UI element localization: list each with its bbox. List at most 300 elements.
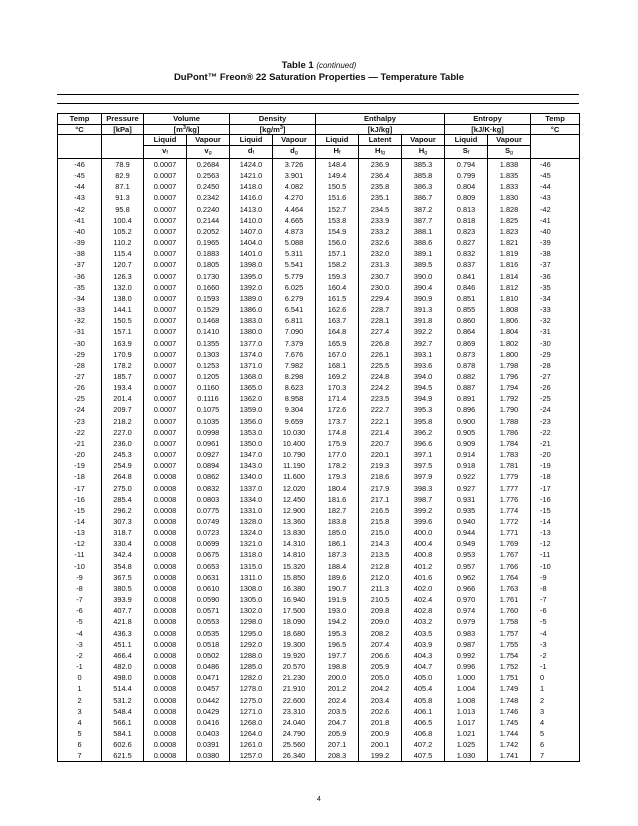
cell-enthalpy-vapour: 396.6 [402, 438, 445, 449]
cell-pressure: 144.1 [102, 304, 144, 315]
cell-temp-right: -32 [531, 315, 580, 326]
saturation-table [57, 113, 580, 762]
cell-density-liquid: 1285.0 [230, 661, 273, 672]
cell-temp-right: -3 [531, 639, 580, 650]
cell-enthalpy-liquid: 167.0 [316, 349, 359, 360]
header-density-vapour: Vapour [273, 135, 316, 146]
cell-volume-liquid: 0.0007 [144, 204, 187, 215]
cell-density-vapour: 8.958 [273, 393, 316, 404]
cell-pressure: 245.3 [102, 449, 144, 460]
cell-enthalpy-latent: 222.7 [359, 404, 402, 415]
table-row [58, 349, 580, 360]
cell-entropy-vapour: 1.835 [488, 170, 531, 181]
cell-enthalpy-liquid: 178.2 [316, 460, 359, 471]
cell-volume-liquid: 0.0007 [144, 237, 187, 248]
symbol-vf: $v_f$ [144, 145, 187, 159]
cell-entropy-liquid: 0.966 [445, 583, 488, 594]
table-row [58, 226, 580, 237]
cell-volume-liquid: 0.0008 [144, 717, 187, 728]
cell-entropy-liquid: 0.799 [445, 170, 488, 181]
cell-enthalpy-vapour: 401.6 [402, 572, 445, 583]
header-pressure: Pressure [102, 114, 144, 125]
cell-temp: -16 [58, 494, 102, 505]
cell-temp: -22 [58, 427, 102, 438]
cell-pressure: 393.9 [102, 594, 144, 605]
cell-enthalpy-vapour: 405.4 [402, 683, 445, 694]
cell-entropy-vapour: 1.769 [488, 538, 531, 549]
cell-volume-vapour: 0.0486 [187, 661, 230, 672]
cell-temp: -13 [58, 527, 102, 538]
cell-volume-vapour: 0.0675 [187, 549, 230, 560]
cell-volume-liquid: 0.0008 [144, 505, 187, 516]
cell-density-vapour: 12.900 [273, 505, 316, 516]
cell-temp-right: -5 [531, 616, 580, 627]
cell-enthalpy-latent: 222.1 [359, 416, 402, 427]
cell-volume-liquid: 0.0007 [144, 181, 187, 192]
cell-entropy-vapour: 1.814 [488, 271, 531, 282]
cell-temp: 0 [58, 672, 102, 683]
cell-density-liquid: 1380.0 [230, 326, 273, 337]
header-temp-right: Temp [531, 114, 580, 125]
cell-entropy-liquid: 0.832 [445, 248, 488, 259]
cell-density-vapour: 8.298 [273, 371, 316, 382]
cell-entropy-vapour: 1.777 [488, 483, 531, 494]
cell-pressure: 185.7 [102, 371, 144, 382]
cell-temp: -46 [58, 159, 102, 171]
cell-temp: -2 [58, 650, 102, 661]
cell-enthalpy-latent: 230.7 [359, 271, 402, 282]
cell-volume-liquid: 0.0007 [144, 393, 187, 404]
cell-entropy-vapour: 1.767 [488, 549, 531, 560]
cell-enthalpy-liquid: 180.4 [316, 483, 359, 494]
cell-density-liquid: 1389.0 [230, 293, 273, 304]
cell-volume-vapour: 0.0832 [187, 483, 230, 494]
cell-enthalpy-liquid: 152.7 [316, 204, 359, 215]
cell-volume-vapour: 0.0590 [187, 594, 230, 605]
cell-density-liquid: 1395.0 [230, 271, 273, 282]
cell-temp: -42 [58, 204, 102, 215]
table-row [58, 538, 580, 549]
cell-enthalpy-vapour: 404.3 [402, 650, 445, 661]
table-row [58, 404, 580, 415]
cell-entropy-vapour: 1.745 [488, 717, 531, 728]
cell-volume-liquid: 0.0008 [144, 706, 187, 717]
cell-volume-liquid: 0.0008 [144, 561, 187, 572]
cell-enthalpy-liquid: 163.7 [316, 315, 359, 326]
cell-pressure: 318.7 [102, 527, 144, 538]
cell-temp: -6 [58, 605, 102, 616]
cell-density-vapour: 26.340 [273, 750, 316, 762]
cell-enthalpy-latent: 224.8 [359, 371, 402, 382]
cell-enthalpy-latent: 200.9 [359, 728, 402, 739]
table-row [58, 706, 580, 717]
cell-volume-liquid: 0.0007 [144, 382, 187, 393]
cell-volume-liquid: 0.0007 [144, 282, 187, 293]
cell-volume-vapour: 0.0391 [187, 739, 230, 750]
cell-enthalpy-liquid: 158.2 [316, 259, 359, 270]
cell-temp-right: 5 [531, 728, 580, 739]
cell-density-liquid: 1318.0 [230, 549, 273, 560]
cell-density-liquid: 1404.0 [230, 237, 273, 248]
cell-pressure: 201.4 [102, 393, 144, 404]
cell-enthalpy-latent: 226.1 [359, 349, 402, 360]
cell-volume-vapour: 0.1035 [187, 416, 230, 427]
header-temp: Temp [58, 114, 102, 125]
table-row [58, 259, 580, 270]
cell-temp-right: -40 [531, 226, 580, 237]
symbol-sf: $S_f$ [445, 145, 488, 159]
table-row [58, 360, 580, 371]
cell-volume-vapour: 0.0471 [187, 672, 230, 683]
cell-density-liquid: 1383.0 [230, 315, 273, 326]
symbol-hg: $H_g$ [402, 145, 445, 159]
cell-enthalpy-liquid: 187.3 [316, 549, 359, 560]
cell-volume-vapour: 0.0429 [187, 706, 230, 717]
cell-pressure: 380.5 [102, 583, 144, 594]
cell-temp-right: -2 [531, 650, 580, 661]
cell-temp-right: -24 [531, 404, 580, 415]
table-row [58, 494, 580, 505]
cell-temp-right: -17 [531, 483, 580, 494]
cell-enthalpy-liquid: 175.9 [316, 438, 359, 449]
table-row [58, 661, 580, 672]
cell-temp-right: 1 [531, 683, 580, 694]
cell-enthalpy-vapour: 397.1 [402, 449, 445, 460]
header-volume-liquid: Liquid [144, 135, 187, 146]
cell-density-liquid: 1261.0 [230, 739, 273, 750]
cell-temp-right: -45 [531, 170, 580, 181]
cell-temp-right: 6 [531, 739, 580, 750]
cell-enthalpy-vapour: 400.0 [402, 527, 445, 538]
cell-enthalpy-vapour: 388.1 [402, 226, 445, 237]
cell-entropy-liquid: 0.970 [445, 594, 488, 605]
cell-enthalpy-latent: 225.5 [359, 360, 402, 371]
table-row [58, 170, 580, 181]
cell-density-liquid: 1308.0 [230, 583, 273, 594]
table-row [58, 750, 580, 762]
cell-entropy-liquid: 0.974 [445, 605, 488, 616]
cell-volume-vapour: 0.0894 [187, 460, 230, 471]
cell-density-liquid: 1359.0 [230, 404, 273, 415]
cell-enthalpy-latent: 213.5 [359, 549, 402, 560]
cell-entropy-vapour: 1.758 [488, 616, 531, 627]
table-row [58, 181, 580, 192]
cell-pressure: 354.8 [102, 561, 144, 572]
table-row [58, 527, 580, 538]
cell-entropy-liquid: 0.940 [445, 516, 488, 527]
cell-density-liquid: 1353.0 [230, 427, 273, 438]
cell-density-vapour: 13.830 [273, 527, 316, 538]
cell-density-liquid: 1271.0 [230, 706, 273, 717]
cell-density-liquid: 1343.0 [230, 460, 273, 471]
cell-enthalpy-vapour: 405.0 [402, 672, 445, 683]
cell-density-liquid: 1298.0 [230, 616, 273, 627]
cell-pressure: 466.4 [102, 650, 144, 661]
cell-entropy-liquid: 1.008 [445, 695, 488, 706]
cell-volume-liquid: 0.0008 [144, 494, 187, 505]
cell-entropy-liquid: 1.000 [445, 672, 488, 683]
cell-volume-vapour: 0.0927 [187, 449, 230, 460]
cell-temp-right: 3 [531, 706, 580, 717]
cell-volume-liquid: 0.0008 [144, 739, 187, 750]
cell-pressure: 157.1 [102, 326, 144, 337]
header-entropy-vapour: Vapour [488, 135, 531, 146]
cell-enthalpy-liquid: 173.7 [316, 416, 359, 427]
cell-density-vapour: 7.676 [273, 349, 316, 360]
cell-density-liquid: 1292.0 [230, 639, 273, 650]
cell-enthalpy-liquid: 204.7 [316, 717, 359, 728]
cell-enthalpy-liquid: 189.6 [316, 572, 359, 583]
cell-volume-vapour: 0.0749 [187, 516, 230, 527]
cell-enthalpy-vapour: 393.6 [402, 360, 445, 371]
rule-top [57, 94, 579, 95]
cell-temp: -40 [58, 226, 102, 237]
cell-entropy-liquid: 0.869 [445, 338, 488, 349]
cell-enthalpy-latent: 228.1 [359, 315, 402, 326]
cell-enthalpy-liquid: 196.5 [316, 639, 359, 650]
cell-enthalpy-vapour: 398.3 [402, 483, 445, 494]
table-row [58, 382, 580, 393]
cell-temp: -23 [58, 416, 102, 427]
cell-enthalpy-vapour: 393.1 [402, 349, 445, 360]
cell-density-vapour: 24.790 [273, 728, 316, 739]
cell-density-liquid: 1288.0 [230, 650, 273, 661]
table-row [58, 293, 580, 304]
cell-enthalpy-vapour: 392.7 [402, 338, 445, 349]
table-row [58, 471, 580, 482]
cell-pressure: 584.1 [102, 728, 144, 739]
cell-density-vapour: 4.873 [273, 226, 316, 237]
cell-entropy-liquid: 1.021 [445, 728, 488, 739]
cell-enthalpy-liquid: 154.9 [316, 226, 359, 237]
cell-volume-liquid: 0.0008 [144, 616, 187, 627]
cell-volume-liquid: 0.0008 [144, 628, 187, 639]
cell-temp-right: -29 [531, 349, 580, 360]
cell-entropy-vapour: 1.771 [488, 527, 531, 538]
cell-pressure: 451.1 [102, 639, 144, 650]
cell-pressure: 78.9 [102, 159, 144, 171]
cell-volume-vapour: 0.0380 [187, 750, 230, 762]
cell-density-vapour: 14.310 [273, 538, 316, 549]
cell-temp: -9 [58, 572, 102, 583]
cell-enthalpy-vapour: 387.7 [402, 215, 445, 226]
cell-density-liquid: 1278.0 [230, 683, 273, 694]
cell-entropy-vapour: 1.742 [488, 739, 531, 750]
cell-temp: -15 [58, 505, 102, 516]
cell-enthalpy-liquid: 168.1 [316, 360, 359, 371]
cell-density-vapour: 19.920 [273, 650, 316, 661]
symbol-dg: $d_g$ [273, 145, 316, 159]
cell-enthalpy-liquid: 151.6 [316, 192, 359, 203]
cell-volume-vapour: 0.0998 [187, 427, 230, 438]
cell-pressure: 209.7 [102, 404, 144, 415]
cell-entropy-vapour: 1.764 [488, 572, 531, 583]
cell-enthalpy-liquid: 201.2 [316, 683, 359, 694]
cell-volume-vapour: 0.2450 [187, 181, 230, 192]
continued-note: (continued) [316, 61, 357, 70]
header-entropy: Entropy [445, 114, 531, 125]
cell-density-vapour: 15.850 [273, 572, 316, 583]
cell-density-vapour: 23.310 [273, 706, 316, 717]
cell-temp: -14 [58, 516, 102, 527]
cell-enthalpy-latent: 206.6 [359, 650, 402, 661]
cell-enthalpy-latent: 205.9 [359, 661, 402, 672]
table-row [58, 516, 580, 527]
cell-density-vapour: 6.541 [273, 304, 316, 315]
cell-entropy-liquid: 0.813 [445, 204, 488, 215]
cell-entropy-liquid: 0.931 [445, 494, 488, 505]
cell-density-vapour: 8.623 [273, 382, 316, 393]
cell-enthalpy-vapour: 391.3 [402, 304, 445, 315]
cell-density-vapour: 5.311 [273, 248, 316, 259]
cell-temp-right: -33 [531, 304, 580, 315]
cell-enthalpy-latent: 221.4 [359, 427, 402, 438]
cell-entropy-liquid: 1.030 [445, 750, 488, 762]
cell-entropy-liquid: 0.851 [445, 293, 488, 304]
cell-enthalpy-latent: 209.8 [359, 605, 402, 616]
cell-temp-right: -12 [531, 538, 580, 549]
cell-entropy-vapour: 1.790 [488, 404, 531, 415]
cell-enthalpy-latent: 212.8 [359, 561, 402, 572]
cell-enthalpy-liquid: 156.0 [316, 237, 359, 248]
cell-temp-right: 2 [531, 695, 580, 706]
cell-enthalpy-latent: 217.9 [359, 483, 402, 494]
cell-temp: -5 [58, 616, 102, 627]
cell-density-liquid: 1268.0 [230, 717, 273, 728]
cell-enthalpy-vapour: 404.7 [402, 661, 445, 672]
cell-enthalpy-liquid: 182.7 [316, 505, 359, 516]
cell-enthalpy-latent: 231.3 [359, 259, 402, 270]
cell-entropy-vapour: 1.751 [488, 672, 531, 683]
cell-temp-right: -19 [531, 460, 580, 471]
cell-enthalpy-latent: 227.4 [359, 326, 402, 337]
cell-volume-liquid: 0.0008 [144, 483, 187, 494]
cell-temp-right: -21 [531, 438, 580, 449]
cell-entropy-liquid: 0.949 [445, 538, 488, 549]
cell-density-liquid: 1350.0 [230, 438, 273, 449]
header-enthalpy: Enthalpy [316, 114, 445, 125]
cell-entropy-vapour: 1.830 [488, 192, 531, 203]
cell-volume-liquid: 0.0007 [144, 304, 187, 315]
cell-entropy-vapour: 1.808 [488, 304, 531, 315]
cell-volume-liquid: 0.0007 [144, 293, 187, 304]
cell-enthalpy-latent: 220.1 [359, 449, 402, 460]
cell-entropy-vapour: 1.754 [488, 650, 531, 661]
cell-entropy-liquid: 0.887 [445, 382, 488, 393]
header-enthalpy-latent: Latent [359, 135, 402, 146]
cell-enthalpy-latent: 200.1 [359, 739, 402, 750]
header-density: Density [230, 114, 316, 125]
cell-volume-vapour: 0.0699 [187, 538, 230, 549]
cell-entropy-vapour: 1.741 [488, 750, 531, 762]
cell-enthalpy-liquid: 177.0 [316, 449, 359, 460]
cell-enthalpy-latent: 219.3 [359, 460, 402, 471]
cell-density-liquid: 1264.0 [230, 728, 273, 739]
table-row [58, 650, 580, 661]
cell-temp-right: -38 [531, 248, 580, 259]
cell-volume-vapour: 0.1355 [187, 338, 230, 349]
cell-temp: -20 [58, 449, 102, 460]
table-row [58, 393, 580, 404]
cell-temp: -30 [58, 338, 102, 349]
cell-entropy-liquid: 0.882 [445, 371, 488, 382]
cell-density-vapour: 9.659 [273, 416, 316, 427]
cell-enthalpy-liquid: 193.0 [316, 605, 359, 616]
cell-enthalpy-latent: 209.0 [359, 616, 402, 627]
cell-entropy-liquid: 0.996 [445, 661, 488, 672]
table-row [58, 237, 580, 248]
cell-entropy-vapour: 1.783 [488, 449, 531, 460]
cell-enthalpy-vapour: 397.5 [402, 460, 445, 471]
cell-temp: -33 [58, 304, 102, 315]
cell-temp: -29 [58, 349, 102, 360]
cell-temp: -25 [58, 393, 102, 404]
cell-volume-liquid: 0.0008 [144, 549, 187, 560]
cell-pressure: 193.4 [102, 382, 144, 393]
cell-entropy-liquid: 0.944 [445, 527, 488, 538]
cell-enthalpy-liquid: 194.2 [316, 616, 359, 627]
cell-density-liquid: 1337.0 [230, 483, 273, 494]
cell-volume-vapour: 0.0862 [187, 471, 230, 482]
cell-entropy-vapour: 1.812 [488, 282, 531, 293]
cell-enthalpy-vapour: 388.6 [402, 237, 445, 248]
cell-enthalpy-vapour: 403.5 [402, 628, 445, 639]
cell-density-liquid: 1410.0 [230, 215, 273, 226]
cell-temp-right: -7 [531, 594, 580, 605]
table-row [58, 672, 580, 683]
cell-density-liquid: 1368.0 [230, 371, 273, 382]
cell-pressure: 178.2 [102, 360, 144, 371]
cell-pressure: 105.2 [102, 226, 144, 237]
cell-temp: -4 [58, 628, 102, 639]
cell-enthalpy-latent: 208.2 [359, 628, 402, 639]
table-row [58, 416, 580, 427]
cell-temp: -28 [58, 360, 102, 371]
cell-enthalpy-vapour: 398.7 [402, 494, 445, 505]
cell-temp-right: -37 [531, 259, 580, 270]
cell-entropy-vapour: 1.752 [488, 661, 531, 672]
header-blank-left [58, 135, 102, 159]
cell-entropy-liquid: 1.025 [445, 739, 488, 750]
cell-temp: -31 [58, 326, 102, 337]
cell-entropy-liquid: 0.896 [445, 404, 488, 415]
cell-enthalpy-liquid: 164.8 [316, 326, 359, 337]
cell-density-vapour: 7.982 [273, 360, 316, 371]
cell-pressure: 91.3 [102, 192, 144, 203]
cell-pressure: 531.2 [102, 695, 144, 706]
cell-temp: -37 [58, 259, 102, 270]
cell-density-vapour: 16.380 [273, 583, 316, 594]
cell-enthalpy-liquid: 207.1 [316, 739, 359, 750]
cell-density-vapour: 18.680 [273, 628, 316, 639]
cell-pressure: 307.3 [102, 516, 144, 527]
cell-enthalpy-latent: 229.4 [359, 293, 402, 304]
cell-pressure: 236.0 [102, 438, 144, 449]
cell-pressure: 132.0 [102, 282, 144, 293]
cell-enthalpy-liquid: 181.6 [316, 494, 359, 505]
cell-temp: -7 [58, 594, 102, 605]
cell-enthalpy-liquid: 161.5 [316, 293, 359, 304]
cell-density-vapour: 9.304 [273, 404, 316, 415]
cell-density-liquid: 1398.0 [230, 259, 273, 270]
cell-pressure: 120.7 [102, 259, 144, 270]
cell-temp: 1 [58, 683, 102, 694]
cell-entropy-vapour: 1.828 [488, 204, 531, 215]
cell-entropy-vapour: 1.794 [488, 382, 531, 393]
cell-density-liquid: 1331.0 [230, 505, 273, 516]
cell-entropy-liquid: 0.846 [445, 282, 488, 293]
cell-enthalpy-liquid: 179.3 [316, 471, 359, 482]
